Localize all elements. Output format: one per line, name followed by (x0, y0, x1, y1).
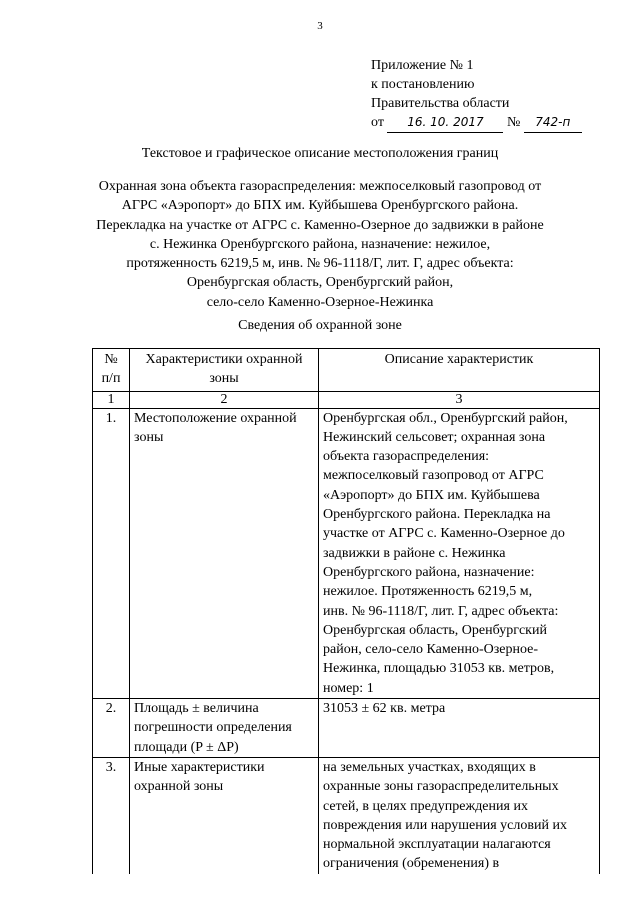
appendix-title: Приложение № 1 (371, 58, 474, 73)
subject-line: протяженность 6219,5 м, инв. № 96-1118/Г, лит. Г, адрес объекта: (126, 256, 514, 272)
zone-info-table (92, 348, 600, 874)
row-description (319, 757, 600, 873)
cell-line: Оренбургская область, Оренбургский (323, 622, 547, 638)
date-prefix: от (371, 115, 384, 130)
cell-line: охранные зоны газораспределительных (323, 779, 559, 795)
cell-line: объекта газораспределения: (323, 449, 490, 465)
cell-line: Иные характеристики (134, 759, 265, 775)
cell-line: участке от АГРС с. Каменно-Озерное до (323, 526, 565, 542)
number-prefix: № (506, 115, 521, 130)
row-number: 3. (93, 757, 130, 873)
column-index: 2 (130, 391, 319, 408)
row-description (319, 408, 600, 698)
handwritten-number: 742-п (524, 113, 582, 133)
table-index-row (93, 391, 600, 408)
cell-line: сетей, в целях предупреждения их (323, 798, 528, 814)
cell-line: Оренбургского района, назначение: (323, 564, 535, 580)
cell-line: 31053 ± 62 кв. метра (323, 701, 446, 717)
cell-line: площади (P ± ΔP) (134, 739, 239, 755)
header-characteristic-line: зоны (209, 371, 239, 387)
page-number: 3 (317, 20, 323, 32)
cell-line: повреждения или нарушения условий их (323, 817, 567, 833)
row-number: 2. (93, 699, 130, 758)
column-index: 1 (93, 391, 130, 408)
cell-line: погрешности определения (134, 720, 292, 736)
subject-line: Перекладка на участке от АГРС с. Каменно-Озерное до задвижки в районе (96, 217, 544, 233)
header-num-line: № (104, 352, 118, 367)
cell-line: охранной зоны (134, 779, 224, 795)
cell-line: Площадь ± величина (134, 701, 259, 717)
document-title: Текстовое и графическое описание местоположения границ (141, 146, 499, 161)
cell-line: Оренбургского района. Перекладка на (323, 507, 551, 523)
cell-line: номер: 1 (323, 680, 374, 696)
header-characteristic-line: Характеристики охранной (145, 352, 303, 367)
appendix-resolution: к постановлению (371, 77, 475, 92)
subject-line: село-село Каменно-Озерное-Нежинка (206, 294, 434, 310)
cell-line: нормальной эксплуатации налагаются (323, 837, 551, 853)
table-row (93, 408, 600, 698)
header-num (93, 349, 130, 392)
cell-line: задвижки в районе с. Нежинка (323, 545, 506, 561)
subject-line: АГРС «Аэропорт» до БПХ им. Куйбышева Оренбургского района. (121, 198, 519, 214)
cell-line: «Аэропорт» до БПХ им. Куйбышева (323, 487, 540, 503)
cell-line: нежилое. Протяженность 6219,5 м, (323, 584, 533, 600)
column-index: 3 (319, 391, 600, 408)
header-characteristic (130, 349, 319, 392)
appendix-block (371, 56, 582, 133)
cell-line: Нежинка, площадью 31053 кв. метров, (323, 661, 555, 677)
cell-line: на земельных участках, входящих в (323, 759, 536, 775)
cell-line: инв. № 96-1118/Г, лит. Г, адрес объекта: (323, 603, 559, 619)
appendix-date-line (371, 113, 582, 133)
table-row (93, 757, 600, 873)
cell-line: Оренбургская обл., Оренбургский район, (323, 410, 568, 426)
cell-line: межпоселковый газопровод от АГРС (323, 468, 544, 484)
row-description (319, 699, 600, 758)
row-characteristic (130, 408, 319, 698)
row-characteristic (130, 699, 319, 758)
table-row (93, 699, 600, 758)
row-characteristic (130, 757, 319, 873)
cell-line: зоны (134, 429, 164, 445)
cell-line: Нежинский сельсовет; охранная зона (323, 429, 546, 445)
subject-line: Охранная зона объекта газораспределения: межпоселковый газопровод от (98, 179, 542, 194)
row-number: 1. (93, 408, 130, 698)
subject-description (80, 177, 560, 312)
section-title: Сведения об охранной зоне (238, 318, 402, 333)
cell-line: Местоположение охранной (134, 410, 297, 426)
table-header-row (93, 349, 600, 392)
cell-line: район, село-село Каменно-Озерное- (323, 642, 539, 658)
header-num-line: п/п (101, 371, 121, 387)
appendix-authority: Правительства области (371, 96, 510, 111)
header-description (319, 349, 600, 392)
subject-line: с. Нежинка Оренбургского района, назначение: нежилое, (149, 236, 491, 252)
handwritten-date: 16. 10. 2017 (387, 113, 503, 133)
cell-line: ограничения (обременения) в (323, 856, 500, 872)
subject-line: Оренбургская область, Оренбургский район, (186, 275, 454, 291)
header-description-line: Описание характеристик (384, 352, 534, 367)
